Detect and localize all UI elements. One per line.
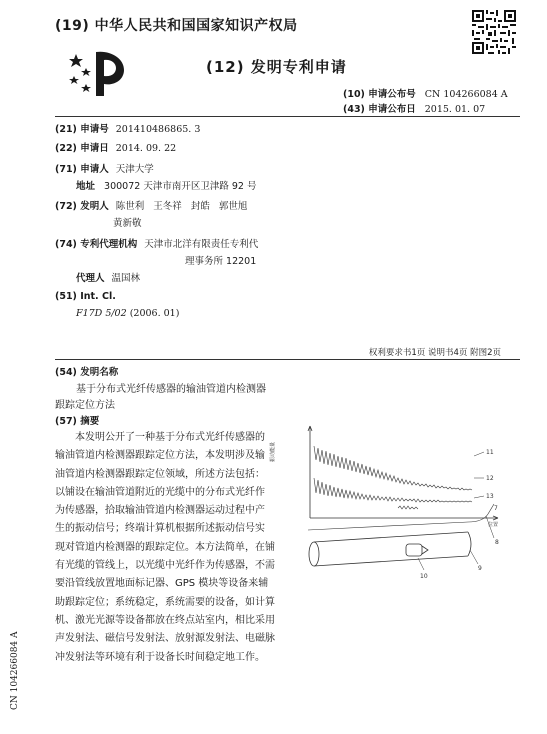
vibration-trace-12	[314, 478, 472, 502]
agent-label: 代理人	[76, 273, 105, 284]
abstract-line: 有光缆的管线上，以光缆中光纤作为传感器，不需	[55, 560, 275, 572]
callout-8: 8	[495, 539, 499, 546]
agent: 温国林	[111, 273, 141, 284]
invention-title-label: (54) 发明名称	[55, 367, 119, 378]
abstract-line: 要沿管线放置地面标记器、GPS 模块等设备来辅	[55, 578, 269, 590]
cnipa-logo	[62, 44, 140, 100]
abstract-line: 输油管道内检测器跟踪定位方法，本发明涉及输	[55, 450, 265, 462]
abstract-line: 助跟踪定位；系统稳定，系统需要的设备，如计算	[55, 596, 275, 608]
abstract-line: 生的振动信号；终端计算机根据所述振动信号实	[55, 523, 265, 535]
agency-label: (74) 专利代理机构	[55, 239, 138, 250]
agent-row	[76, 270, 140, 284]
address: 300072 天津市南开区卫津路 92 号	[104, 181, 257, 192]
callout-9: 9	[478, 565, 482, 572]
vibration-trace-13	[398, 506, 418, 509]
pub-date-label: (43) 申请公布日	[343, 104, 416, 115]
pub-number-label: (10) 申请公布号	[343, 89, 416, 100]
leader-9	[470, 550, 478, 564]
ipc-version: (2006. 01)	[129, 308, 180, 319]
inventors-row	[55, 198, 247, 212]
y-axis-label: 振动能量	[270, 441, 276, 462]
application-number: 201410486865. 3	[115, 124, 201, 135]
application-number-row	[55, 121, 200, 135]
callout-11: 11	[486, 449, 494, 456]
pipeline-end	[309, 542, 319, 566]
office-name: (19) 中华人民共和国国家知识产权局	[55, 18, 298, 34]
address-label: 地址	[76, 181, 96, 192]
invention-title-line1: 基于分布式光纤传感器的输油管道内检测器	[76, 384, 266, 395]
document-type: (12) 发明专利申请	[206, 58, 347, 76]
abstract-line: 以铺设在输油管道附近的光缆中的分布式光纤作	[55, 486, 265, 498]
agency-row	[55, 236, 258, 250]
leader-11	[474, 452, 484, 456]
ipc-code: F17D 5/02	[76, 308, 127, 319]
filing-date-label: (22) 申请日	[55, 143, 109, 154]
filing-date: 2014. 09. 22	[115, 143, 177, 154]
callout-13: 13	[486, 493, 494, 500]
qr-code	[470, 8, 518, 56]
abstract-line: 为传感器，拾取输油管道内检测器运动过程中产	[55, 505, 265, 517]
agency: 天津市北洋有限责任专利代	[144, 239, 259, 250]
callout-12: 12	[486, 475, 494, 482]
abstract-line: 机、激光光源等设备都放在终点站室内，相比采用	[55, 614, 275, 626]
abstract-body	[55, 429, 275, 667]
abstract-figure	[270, 418, 512, 593]
abstract-line: 声发射法、磁信号发射法、放射源发射法、电磁脉	[55, 633, 275, 645]
header-divider	[55, 116, 520, 117]
abstract-label: (57) 摘要	[55, 416, 100, 427]
applicant-row	[55, 161, 154, 175]
inventors: 陈世利 王冬祥 封皓 郭世旭	[115, 201, 248, 212]
inline-inspection-device	[406, 544, 422, 556]
leader-10	[418, 558, 424, 570]
inventors-continued: 黄新敬	[113, 218, 142, 229]
abstract-line: 冲发射法等环境有利于设备长时间稳定地工作。	[55, 651, 265, 663]
applicant: 天津大学	[115, 164, 154, 175]
pub-number-row	[343, 86, 508, 100]
pub-date-row	[343, 101, 485, 115]
x-axis-label: 位置	[488, 522, 499, 528]
application-number-label: (21) 申请号	[55, 124, 109, 135]
ipc-classification	[76, 308, 179, 319]
leader-13	[474, 496, 484, 498]
callout-10: 10	[420, 573, 428, 580]
pipeline	[314, 532, 468, 566]
applicant-label: (71) 申请人	[55, 164, 109, 175]
page-counts: 权利要求书1页 说明书4页 附图2页	[368, 348, 501, 358]
pub-date: 2015. 01. 07	[424, 104, 486, 115]
abstract-line: 油管道内检测器跟踪定位领域，所述方法包括：	[55, 468, 265, 480]
ipc-label: (51) Int. Cl.	[55, 291, 116, 302]
agency-continued: 理事务所 12201	[185, 256, 257, 267]
address-row	[76, 178, 256, 192]
abstract-line: 现对管道内检测器的跟踪定位。本方法简单，在铺	[55, 541, 275, 553]
abstract-line: 本发明公开了一种基于分布式光纤传感器的	[75, 432, 265, 443]
pub-number: CN 104266084 A	[424, 89, 508, 100]
inventors-label: (72) 发明人	[55, 201, 109, 212]
invention-title-line2: 跟踪定位方法	[55, 400, 115, 411]
callout-7: 7	[494, 505, 498, 512]
filing-date-row	[55, 140, 176, 154]
section-divider	[55, 359, 520, 360]
vibration-trace-11	[314, 446, 472, 490]
side-publication-id: CN 104266084 A	[10, 631, 20, 710]
